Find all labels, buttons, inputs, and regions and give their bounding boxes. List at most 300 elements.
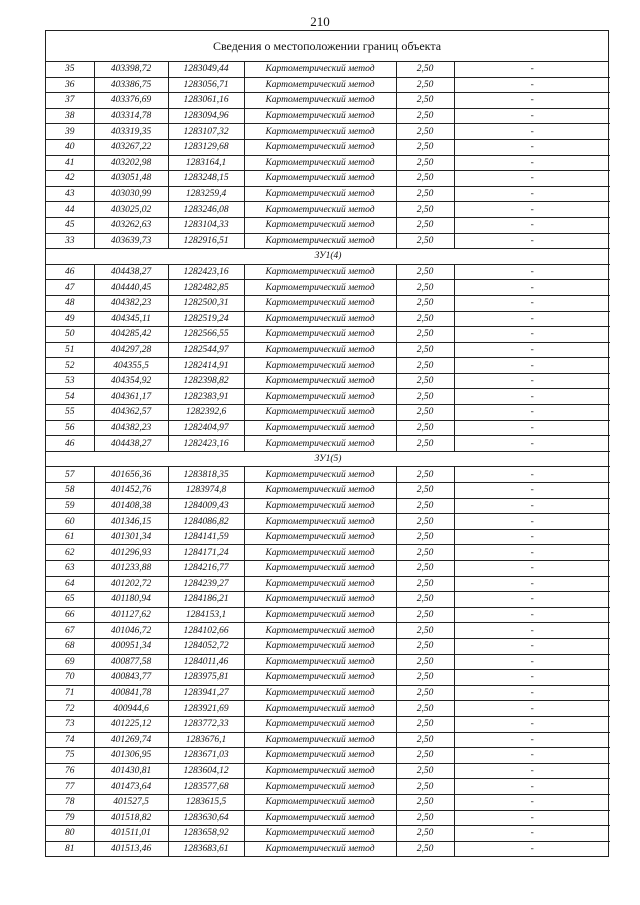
x-coordinate-cell: 400944,6 — [94, 701, 168, 717]
table-row — [46, 779, 610, 795]
x-coordinate-cell: 403639,73 — [94, 233, 168, 249]
table-row — [46, 327, 610, 343]
x-coordinate-cell: 401225,12 — [94, 716, 168, 732]
coordinates-table-body — [46, 62, 610, 856]
table-row — [46, 623, 610, 639]
y-coordinate-cell: 1284052,72 — [168, 638, 244, 654]
description-cell: - — [454, 529, 610, 545]
point-number-cell: 42 — [46, 171, 94, 187]
y-coordinate-cell: 1283676,1 — [168, 732, 244, 748]
point-number-cell: 39 — [46, 124, 94, 140]
method-cell: Картометрический метод — [244, 763, 396, 779]
method-cell: Картометрический метод — [244, 467, 396, 483]
x-coordinate-cell: 404438,27 — [94, 264, 168, 280]
y-coordinate-cell: 1283259,4 — [168, 186, 244, 202]
point-number-cell: 53 — [46, 373, 94, 389]
table-row — [46, 420, 610, 436]
y-coordinate-cell: 1283671,03 — [168, 748, 244, 764]
y-coordinate-cell: 1282423,16 — [168, 436, 244, 452]
y-coordinate-cell: 1283246,08 — [168, 202, 244, 218]
point-number-cell: 37 — [46, 93, 94, 109]
method-cell: Картометрический метод — [244, 826, 396, 842]
table-row — [46, 280, 610, 296]
accuracy-cell: 2,50 — [396, 139, 454, 155]
table-row — [46, 373, 610, 389]
method-cell: Картометрический метод — [244, 420, 396, 436]
accuracy-cell: 2,50 — [396, 701, 454, 717]
description-cell: - — [454, 108, 610, 124]
y-coordinate-cell: 1283818,35 — [168, 467, 244, 483]
description-cell: - — [454, 748, 610, 764]
method-cell: Картометрический метод — [244, 155, 396, 171]
y-coordinate-cell: 1283104,33 — [168, 217, 244, 233]
y-coordinate-cell: 1283683,61 — [168, 841, 244, 856]
method-cell: Картометрический метод — [244, 311, 396, 327]
table-row — [46, 685, 610, 701]
point-number-cell: 77 — [46, 779, 94, 795]
x-coordinate-cell: 400841,78 — [94, 685, 168, 701]
table-row — [46, 436, 610, 452]
description-cell: - — [454, 436, 610, 452]
x-coordinate-cell: 400877,58 — [94, 654, 168, 670]
description-cell: - — [454, 638, 610, 654]
y-coordinate-cell: 1283056,71 — [168, 77, 244, 93]
method-cell: Картометрический метод — [244, 561, 396, 577]
description-cell: - — [454, 654, 610, 670]
point-number-cell: 49 — [46, 311, 94, 327]
point-number-cell: 46 — [46, 264, 94, 280]
accuracy-cell: 2,50 — [396, 186, 454, 202]
point-number-cell: 60 — [46, 514, 94, 530]
method-cell: Картометрический метод — [244, 373, 396, 389]
y-coordinate-cell: 1282482,85 — [168, 280, 244, 296]
accuracy-cell: 2,50 — [396, 202, 454, 218]
section-row — [46, 249, 610, 265]
table-row — [46, 77, 610, 93]
table-row — [46, 202, 610, 218]
description-cell: - — [454, 139, 610, 155]
y-coordinate-cell: 1283941,27 — [168, 685, 244, 701]
point-number-cell: 58 — [46, 483, 94, 499]
table-row — [46, 358, 610, 374]
accuracy-cell: 2,50 — [396, 826, 454, 842]
table-row — [46, 233, 610, 249]
table-row — [46, 561, 610, 577]
y-coordinate-cell: 1282404,97 — [168, 420, 244, 436]
point-number-cell: 41 — [46, 155, 94, 171]
point-number-cell: 52 — [46, 358, 94, 374]
description-cell: - — [454, 498, 610, 514]
accuracy-cell: 2,50 — [396, 716, 454, 732]
method-cell: Картометрический метод — [244, 483, 396, 499]
method-cell: Картометрический метод — [244, 498, 396, 514]
method-cell: Картометрический метод — [244, 108, 396, 124]
description-cell: - — [454, 670, 610, 686]
method-cell: Картометрический метод — [244, 171, 396, 187]
accuracy-cell: 2,50 — [396, 62, 454, 77]
table-row — [46, 405, 610, 421]
x-coordinate-cell: 401518,82 — [94, 810, 168, 826]
point-number-cell: 66 — [46, 607, 94, 623]
accuracy-cell: 2,50 — [396, 124, 454, 140]
accuracy-cell: 2,50 — [396, 108, 454, 124]
method-cell: Картометрический метод — [244, 327, 396, 343]
table-row — [46, 841, 610, 856]
y-coordinate-cell: 1283921,69 — [168, 701, 244, 717]
method-cell: Картометрический метод — [244, 514, 396, 530]
description-cell: - — [454, 311, 610, 327]
table-row — [46, 264, 610, 280]
point-number-cell: 50 — [46, 327, 94, 343]
x-coordinate-cell: 403398,72 — [94, 62, 168, 77]
x-coordinate-cell: 401296,93 — [94, 545, 168, 561]
table-row — [46, 155, 610, 171]
accuracy-cell: 2,50 — [396, 389, 454, 405]
y-coordinate-cell: 1282392,6 — [168, 405, 244, 421]
x-coordinate-cell: 401527,5 — [94, 794, 168, 810]
description-cell: - — [454, 716, 610, 732]
description-cell: - — [454, 280, 610, 296]
method-cell: Картометрический метод — [244, 62, 396, 77]
accuracy-cell: 2,50 — [396, 77, 454, 93]
description-cell: - — [454, 93, 610, 109]
x-coordinate-cell: 401452,76 — [94, 483, 168, 499]
accuracy-cell: 2,50 — [396, 420, 454, 436]
description-cell: - — [454, 576, 610, 592]
accuracy-cell: 2,50 — [396, 311, 454, 327]
point-number-cell: 56 — [46, 420, 94, 436]
point-number-cell: 57 — [46, 467, 94, 483]
description-cell: - — [454, 810, 610, 826]
point-number-cell: 72 — [46, 701, 94, 717]
method-cell: Картометрический метод — [244, 623, 396, 639]
table-row — [46, 62, 610, 77]
table-row — [46, 670, 610, 686]
accuracy-cell: 2,50 — [396, 685, 454, 701]
description-cell: - — [454, 420, 610, 436]
method-cell: Картометрический метод — [244, 576, 396, 592]
table-row — [46, 701, 610, 717]
method-cell: Картометрический метод — [244, 592, 396, 608]
table-row — [46, 638, 610, 654]
table-row — [46, 732, 610, 748]
table-row — [46, 716, 610, 732]
description-cell: - — [454, 155, 610, 171]
point-number-cell: 46 — [46, 436, 94, 452]
y-coordinate-cell: 1283164,1 — [168, 155, 244, 171]
method-cell: Картометрический метод — [244, 405, 396, 421]
accuracy-cell: 2,50 — [396, 576, 454, 592]
table-row — [46, 794, 610, 810]
x-coordinate-cell: 401202,72 — [94, 576, 168, 592]
accuracy-cell: 2,50 — [396, 670, 454, 686]
method-cell: Картометрический метод — [244, 358, 396, 374]
x-coordinate-cell: 404285,42 — [94, 327, 168, 343]
table-row — [46, 498, 610, 514]
description-cell: - — [454, 826, 610, 842]
table-row — [46, 124, 610, 140]
table-row — [46, 171, 610, 187]
x-coordinate-cell: 403262,63 — [94, 217, 168, 233]
description-cell: - — [454, 358, 610, 374]
method-cell: Картометрический метод — [244, 436, 396, 452]
y-coordinate-cell: 1282544,97 — [168, 342, 244, 358]
point-number-cell: 78 — [46, 794, 94, 810]
description-cell: - — [454, 124, 610, 140]
description-cell: - — [454, 514, 610, 530]
x-coordinate-cell: 401346,15 — [94, 514, 168, 530]
x-coordinate-cell: 404345,11 — [94, 311, 168, 327]
x-coordinate-cell: 403267,22 — [94, 139, 168, 155]
accuracy-cell: 2,50 — [396, 233, 454, 249]
description-cell: - — [454, 186, 610, 202]
point-number-cell: 75 — [46, 748, 94, 764]
x-coordinate-cell: 400951,34 — [94, 638, 168, 654]
x-coordinate-cell: 401513,46 — [94, 841, 168, 856]
method-cell: Картометрический метод — [244, 607, 396, 623]
point-number-cell: 54 — [46, 389, 94, 405]
method-cell: Картометрический метод — [244, 280, 396, 296]
accuracy-cell: 2,50 — [396, 545, 454, 561]
accuracy-cell: 2,50 — [396, 264, 454, 280]
method-cell: Картометрический метод — [244, 748, 396, 764]
table-row — [46, 467, 610, 483]
accuracy-cell: 2,50 — [396, 436, 454, 452]
x-coordinate-cell: 400843,77 — [94, 670, 168, 686]
accuracy-cell: 2,50 — [396, 561, 454, 577]
y-coordinate-cell: 1283615,5 — [168, 794, 244, 810]
y-coordinate-cell: 1282423,16 — [168, 264, 244, 280]
x-coordinate-cell: 401269,74 — [94, 732, 168, 748]
x-coordinate-cell: 404382,23 — [94, 420, 168, 436]
x-coordinate-cell: 403386,75 — [94, 77, 168, 93]
point-number-cell: 38 — [46, 108, 94, 124]
table-row — [46, 295, 610, 311]
table-row — [46, 654, 610, 670]
x-coordinate-cell: 404382,23 — [94, 295, 168, 311]
accuracy-cell: 2,50 — [396, 155, 454, 171]
x-coordinate-cell: 401180,94 — [94, 592, 168, 608]
table-row — [46, 545, 610, 561]
method-cell: Картометрический метод — [244, 670, 396, 686]
point-number-cell: 80 — [46, 826, 94, 842]
point-number-cell: 33 — [46, 233, 94, 249]
accuracy-cell: 2,50 — [396, 592, 454, 608]
y-coordinate-cell: 1283129,68 — [168, 139, 244, 155]
accuracy-cell: 2,50 — [396, 623, 454, 639]
point-number-cell: 47 — [46, 280, 94, 296]
y-coordinate-cell: 1283248,15 — [168, 171, 244, 187]
method-cell: Картометрический метод — [244, 732, 396, 748]
method-cell: Картометрический метод — [244, 841, 396, 856]
description-cell: - — [454, 685, 610, 701]
method-cell: Картометрический метод — [244, 779, 396, 795]
y-coordinate-cell: 1283974,8 — [168, 483, 244, 499]
y-coordinate-cell: 1284011,46 — [168, 654, 244, 670]
point-number-cell: 68 — [46, 638, 94, 654]
x-coordinate-cell: 401511,01 — [94, 826, 168, 842]
point-number-cell: 51 — [46, 342, 94, 358]
method-cell: Картометрический метод — [244, 93, 396, 109]
description-cell: - — [454, 561, 610, 577]
boundary-table-sheet — [45, 30, 609, 857]
table-row — [46, 592, 610, 608]
y-coordinate-cell: 1284153,1 — [168, 607, 244, 623]
point-number-cell: 62 — [46, 545, 94, 561]
section-label: ЗУ1(4) — [46, 249, 610, 265]
table-row — [46, 748, 610, 764]
method-cell: Картометрический метод — [244, 716, 396, 732]
accuracy-cell: 2,50 — [396, 93, 454, 109]
table-title: Сведения о местоположении границ объекта — [46, 31, 608, 62]
accuracy-cell: 2,50 — [396, 654, 454, 670]
x-coordinate-cell: 401408,38 — [94, 498, 168, 514]
x-coordinate-cell: 403202,98 — [94, 155, 168, 171]
coordinates-table — [46, 62, 610, 856]
method-cell: Картометрический метод — [244, 545, 396, 561]
table-row — [46, 217, 610, 233]
point-number-cell: 35 — [46, 62, 94, 77]
x-coordinate-cell: 404355,5 — [94, 358, 168, 374]
table-row — [46, 186, 610, 202]
x-coordinate-cell: 401306,95 — [94, 748, 168, 764]
y-coordinate-cell: 1284102,66 — [168, 623, 244, 639]
method-cell: Картометрический метод — [244, 529, 396, 545]
section-label: ЗУ1(5) — [46, 451, 610, 467]
table-row — [46, 342, 610, 358]
x-coordinate-cell: 401430,81 — [94, 763, 168, 779]
description-cell: - — [454, 342, 610, 358]
method-cell: Картометрический метод — [244, 295, 396, 311]
description-cell: - — [454, 62, 610, 77]
table-row — [46, 311, 610, 327]
table-row — [46, 389, 610, 405]
table-row — [46, 810, 610, 826]
accuracy-cell: 2,50 — [396, 171, 454, 187]
x-coordinate-cell: 404362,57 — [94, 405, 168, 421]
section-row — [46, 451, 610, 467]
accuracy-cell: 2,50 — [396, 467, 454, 483]
method-cell: Картометрический метод — [244, 264, 396, 280]
method-cell: Картометрический метод — [244, 654, 396, 670]
description-cell: - — [454, 794, 610, 810]
point-number-cell: 67 — [46, 623, 94, 639]
y-coordinate-cell: 1282519,24 — [168, 311, 244, 327]
page-number: 210 — [310, 14, 330, 29]
x-coordinate-cell: 401473,64 — [94, 779, 168, 795]
accuracy-cell: 2,50 — [396, 763, 454, 779]
x-coordinate-cell: 401046,72 — [94, 623, 168, 639]
accuracy-cell: 2,50 — [396, 295, 454, 311]
accuracy-cell: 2,50 — [396, 841, 454, 856]
y-coordinate-cell: 1283061,16 — [168, 93, 244, 109]
point-number-cell: 61 — [46, 529, 94, 545]
y-coordinate-cell: 1282500,31 — [168, 295, 244, 311]
accuracy-cell: 2,50 — [396, 794, 454, 810]
method-cell: Картометрический метод — [244, 186, 396, 202]
method-cell: Картометрический метод — [244, 342, 396, 358]
x-coordinate-cell: 404440,45 — [94, 280, 168, 296]
point-number-cell: 63 — [46, 561, 94, 577]
method-cell: Картометрический метод — [244, 685, 396, 701]
method-cell: Картометрический метод — [244, 77, 396, 93]
method-cell: Картометрический метод — [244, 217, 396, 233]
table-row — [46, 826, 610, 842]
table-row — [46, 108, 610, 124]
x-coordinate-cell: 403030,99 — [94, 186, 168, 202]
point-number-cell: 43 — [46, 186, 94, 202]
x-coordinate-cell: 403376,69 — [94, 93, 168, 109]
description-cell: - — [454, 405, 610, 421]
description-cell: - — [454, 623, 610, 639]
accuracy-cell: 2,50 — [396, 607, 454, 623]
x-coordinate-cell: 404297,28 — [94, 342, 168, 358]
x-coordinate-cell: 404438,27 — [94, 436, 168, 452]
point-number-cell: 73 — [46, 716, 94, 732]
accuracy-cell: 2,50 — [396, 483, 454, 499]
x-coordinate-cell: 401233,88 — [94, 561, 168, 577]
y-coordinate-cell: 1284186,21 — [168, 592, 244, 608]
table-row — [46, 763, 610, 779]
y-coordinate-cell: 1284239,27 — [168, 576, 244, 592]
point-number-cell: 64 — [46, 576, 94, 592]
y-coordinate-cell: 1284141,59 — [168, 529, 244, 545]
point-number-cell: 44 — [46, 202, 94, 218]
description-cell: - — [454, 779, 610, 795]
table-row — [46, 607, 610, 623]
description-cell: - — [454, 171, 610, 187]
point-number-cell: 59 — [46, 498, 94, 514]
y-coordinate-cell: 1283604,12 — [168, 763, 244, 779]
x-coordinate-cell: 403314,78 — [94, 108, 168, 124]
table-row — [46, 514, 610, 530]
y-coordinate-cell: 1282916,51 — [168, 233, 244, 249]
x-coordinate-cell: 404354,92 — [94, 373, 168, 389]
description-cell: - — [454, 841, 610, 856]
description-cell: - — [454, 389, 610, 405]
description-cell: - — [454, 264, 610, 280]
description-cell: - — [454, 233, 610, 249]
accuracy-cell: 2,50 — [396, 529, 454, 545]
description-cell: - — [454, 592, 610, 608]
accuracy-cell: 2,50 — [396, 358, 454, 374]
description-cell: - — [454, 701, 610, 717]
description-cell: - — [454, 202, 610, 218]
description-cell: - — [454, 373, 610, 389]
point-number-cell: 65 — [46, 592, 94, 608]
accuracy-cell: 2,50 — [396, 498, 454, 514]
accuracy-cell: 2,50 — [396, 810, 454, 826]
method-cell: Картометрический метод — [244, 389, 396, 405]
accuracy-cell: 2,50 — [396, 638, 454, 654]
point-number-cell: 81 — [46, 841, 94, 856]
accuracy-cell: 2,50 — [396, 405, 454, 421]
point-number-cell: 48 — [46, 295, 94, 311]
accuracy-cell: 2,50 — [396, 342, 454, 358]
accuracy-cell: 2,50 — [396, 280, 454, 296]
method-cell: Картометрический метод — [244, 233, 396, 249]
y-coordinate-cell: 1283772,33 — [168, 716, 244, 732]
point-number-cell: 55 — [46, 405, 94, 421]
table-row — [46, 93, 610, 109]
y-coordinate-cell: 1283107,32 — [168, 124, 244, 140]
description-cell: - — [454, 217, 610, 233]
point-number-cell: 74 — [46, 732, 94, 748]
point-number-cell: 71 — [46, 685, 94, 701]
method-cell: Картометрический метод — [244, 202, 396, 218]
point-number-cell: 76 — [46, 763, 94, 779]
description-cell: - — [454, 607, 610, 623]
